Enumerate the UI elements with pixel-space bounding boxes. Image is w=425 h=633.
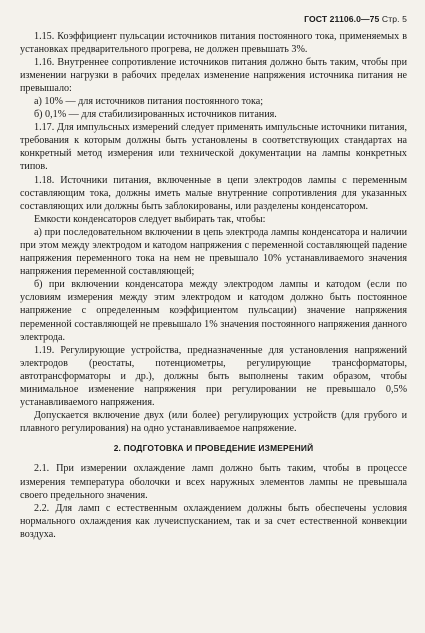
section-body [20, 462, 407, 540]
page-number: Стр. 5 [381, 14, 407, 24]
paragraph-1-18: 1.18. Источники питания, включенные в цепи электродов лампы с переменным составляющим тока, должны иметь малые внутренние сопротивления для указанных составляющих или должны быть заблокированы, или разделены конденсатором. [20, 175, 407, 213]
paragraph-1-19: 1.19. Регулирующие устройства, предназначенные для установления напряжений электродов (реостаты, потенциометры, регулирующие трансформаторы, автотрансформаторы и др.), должны быть выполнены таким образом, чтобы минимальное изменение напряжения при регулировании не превышало 0,5% устанавливаемого напряжения. [20, 345, 407, 409]
standard-number: ГОСТ 21106.0—75 [304, 14, 380, 24]
paragraph-1-16: 1.16. Внутреннее сопротивление источников питания должно быть таким, чтобы при изменении нагрузки в рабочих пределах изменение напряжения источника питания не превышало: [20, 57, 407, 95]
section-heading: 2. ПОДГОТОВКА И ПРОВЕДЕНИЕ ИЗМЕРЕНИЙ [113, 443, 314, 454]
paragraph-1-15: 1.15. Коэффициент пульсации источников питания постоянного тока, применяемых в установках предварительного прогрева, не должен превышать 3%. [20, 31, 407, 56]
body-text [20, 30, 407, 435]
list-item-b-01: б) 0,1% — для стабилизированных источников питания. [34, 109, 277, 121]
list-item-a-series: а) при последовательном включении в цепь электрода лампы конденсатора и наличии при этом между электродом и катодом напряжения с переменной составляющей падение напряжения переменного тока на нем не превышало 10% устанавливаемого значения напряжения переменной составляющей; [20, 227, 407, 278]
list-item-a-10: а) 10% — для источников питания постоянного тока; [34, 96, 264, 108]
paragraph-2-2: 2.2. Для ламп с естественным охлаждением должны быть обеспечены условия нормального охлаждения как лучеиспусканием, так и за счет естественной конвекции воздуха. [20, 502, 407, 540]
paragraph-allowed: Допускается включение двух (или более) регулирующих устройств (для грубого и плавного регулирования) на одно устанавливаемое напряжение. [20, 410, 407, 435]
page-header [20, 14, 407, 24]
paragraph-1-17: 1.17. Для импульсных измерений следует применять импульсные источники питания, требования к которым должны быть установлены в соответствующих стандартах на конкретный метод измерения или технической документации на лампы конкретных типов. [20, 122, 407, 173]
paragraph-capacitors: Емкости конденсаторов следует выбирать так, чтобы: [34, 214, 266, 226]
list-item-b-parallel: б) при включении конденсатора между электродом лампы и катодом (если по условиям измерения между этим электродом и катодом должно быть постоянное напряжение с определенным коэффициентом пульсации) значение напряжения переменной составляющей не превышало 1% значения постоянного напряжения данного электрода. [20, 279, 407, 343]
paragraph-2-1: 2.1. При измерении охлаждение ламп должно быть таким, чтобы в процессе измерения температура оболочки и всех наружных элементов лампы не превышала своего предельного значения. [20, 463, 407, 501]
